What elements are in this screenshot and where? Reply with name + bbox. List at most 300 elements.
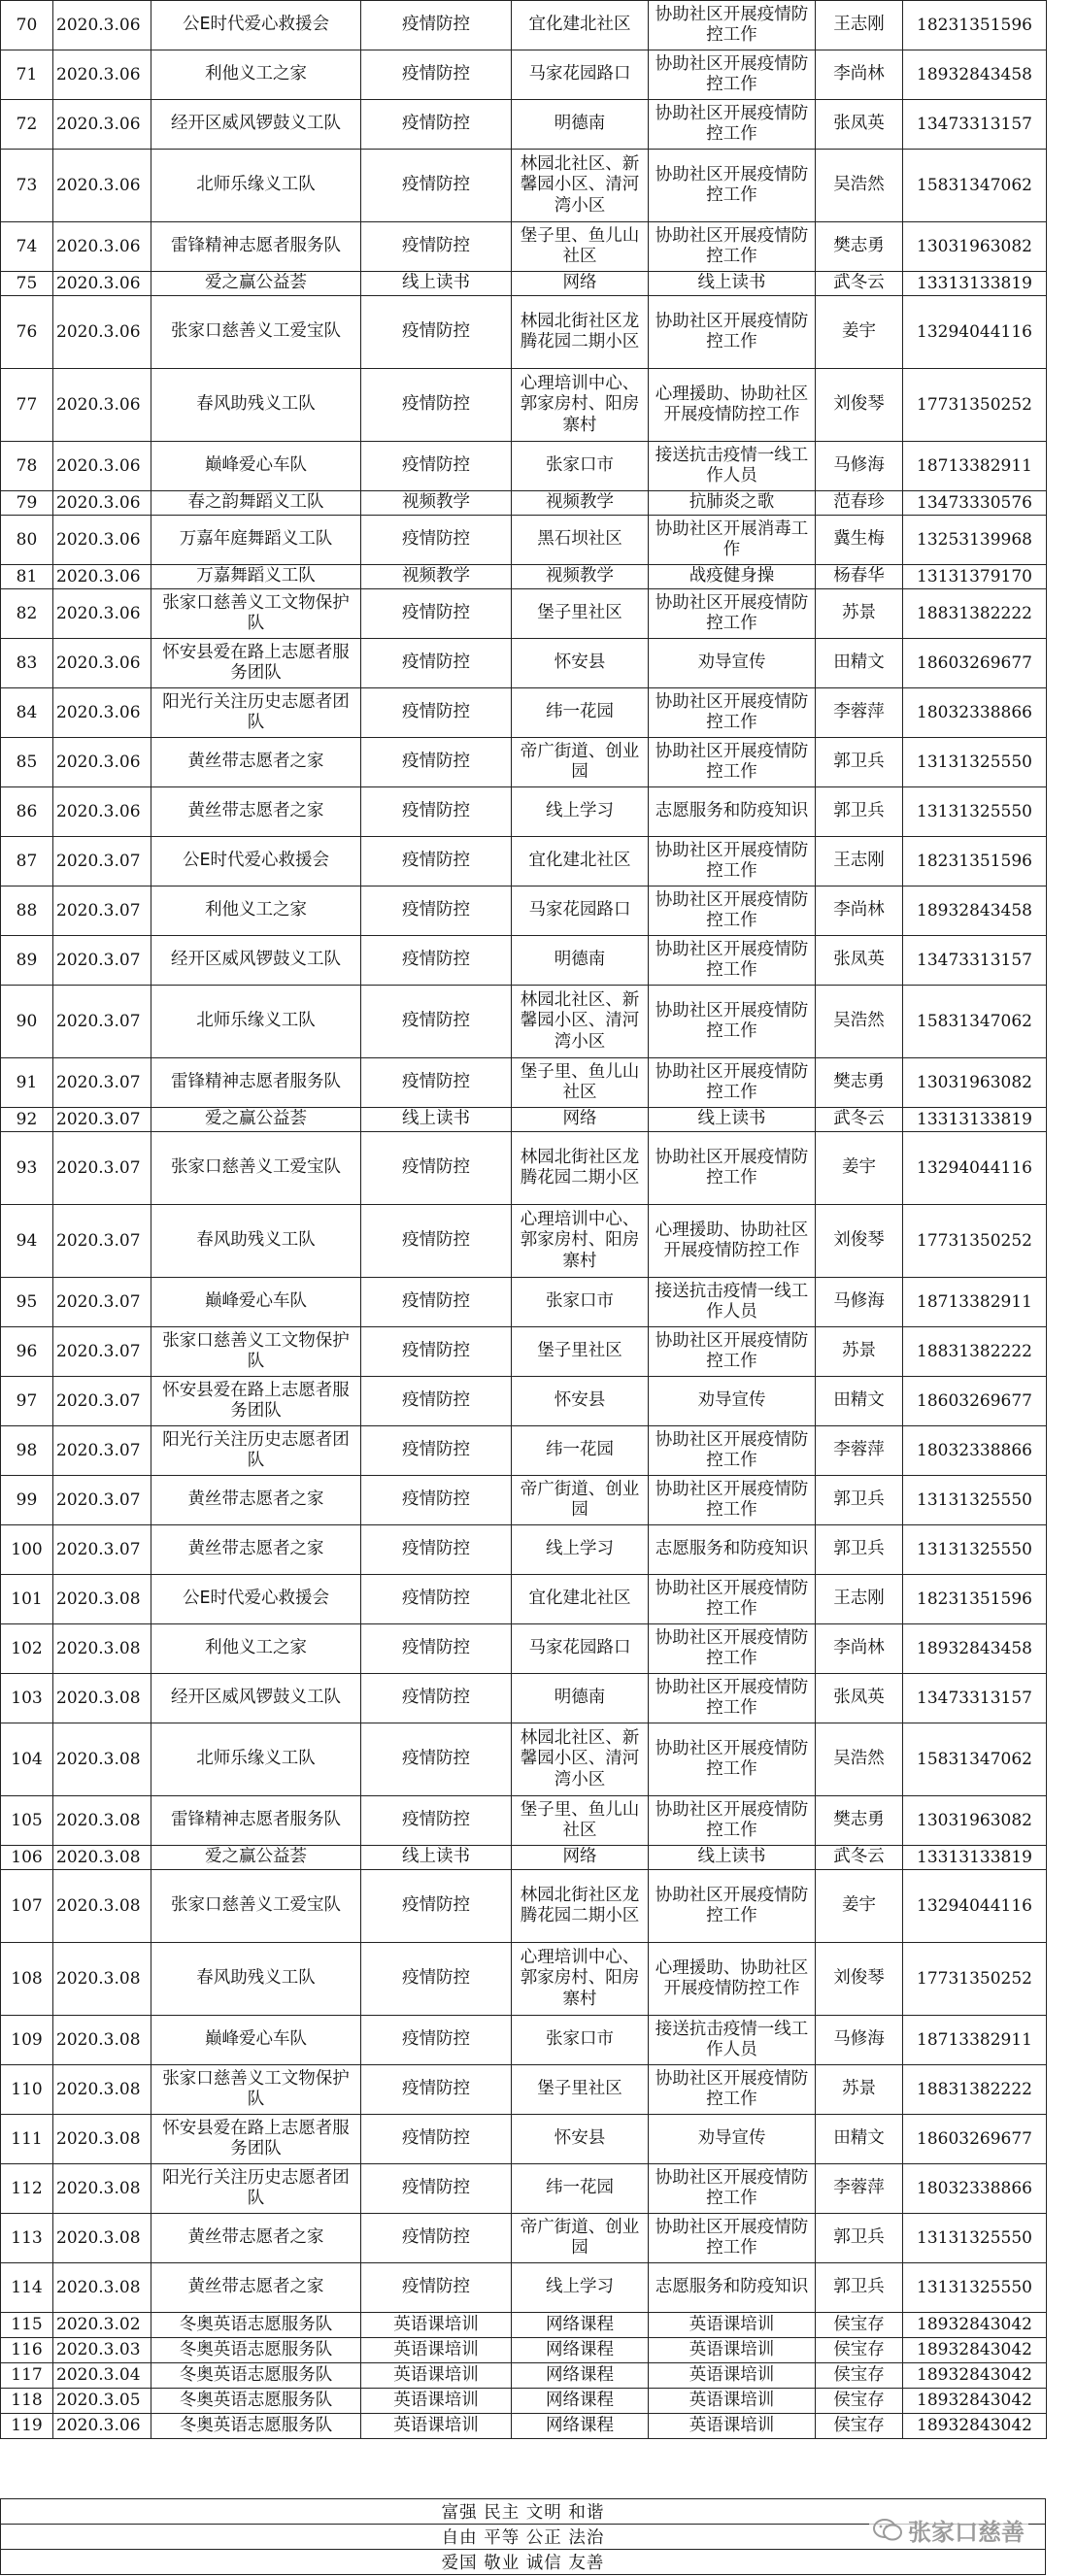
contact-person: 李尚林: [816, 50, 903, 100]
activity-type: 视频教学: [361, 565, 512, 589]
organization-name: 公E时代爱心救援会: [151, 837, 361, 887]
activity-type: 疫情防控: [361, 688, 512, 738]
activity-type: 疫情防控: [361, 1674, 512, 1723]
activity-date: 2020.3.06: [53, 738, 151, 787]
activity-content: 协助社区开展疫情防控工作: [649, 837, 816, 887]
activity-content: 劝导宣传: [649, 2115, 816, 2164]
activity-date: 2020.3.07: [53, 837, 151, 887]
row-number: 76: [1, 296, 53, 369]
organization-name: 黄丝带志愿者之家: [151, 2214, 361, 2263]
activity-location: 林园北社区、新馨园小区、清河湾小区: [512, 150, 649, 222]
activity-date: 2020.3.08: [53, 2164, 151, 2214]
organization-name: 张家口慈善义工爱宝队: [151, 1870, 361, 1943]
activity-location: 线上学习: [512, 787, 649, 837]
activity-content: 劝导宣传: [649, 639, 816, 688]
organization-name: 利他义工之家: [151, 887, 361, 936]
contact-person: 王志刚: [816, 837, 903, 887]
row-number: 91: [1, 1058, 53, 1108]
row-number: 93: [1, 1132, 53, 1205]
activity-content: 英语课培训: [649, 2363, 816, 2389]
contact-phone: 18231351596: [903, 1, 1047, 50]
contact-person: 樊志勇: [816, 222, 903, 272]
table-row: [1, 2263, 1047, 2313]
row-number: 112: [1, 2164, 53, 2214]
activity-type: 疫情防控: [361, 1870, 512, 1943]
activity-location: 怀安县: [512, 639, 649, 688]
contact-phone: 18231351596: [903, 837, 1047, 887]
activity-content: 协助社区开展疫情防控工作: [649, 1132, 816, 1205]
activity-type: 疫情防控: [361, 1943, 512, 2016]
activity-content: 接送抗击疫情一线工作人员: [649, 1278, 816, 1327]
contact-person: 李蓉萍: [816, 2164, 903, 2214]
activity-type: 疫情防控: [361, 2065, 512, 2115]
contact-phone: 13473313157: [903, 1674, 1047, 1723]
activity-date: 2020.3.08: [53, 1870, 151, 1943]
contact-phone: 13131325550: [903, 2214, 1047, 2263]
row-number: 83: [1, 639, 53, 688]
contact-person: 马修海: [816, 442, 903, 491]
activity-date: 2020.3.07: [53, 1278, 151, 1327]
row-number: 114: [1, 2263, 53, 2313]
activity-location: 林园北街社区龙腾花园二期小区: [512, 296, 649, 369]
activity-location: 宜化建北社区: [512, 837, 649, 887]
activity-content: 协助社区开展疫情防控工作: [649, 1058, 816, 1108]
contact-phone: 18032338866: [903, 1426, 1047, 1476]
table-row: [1, 1, 1047, 50]
activity-location: 堡子里、鱼儿山社区: [512, 222, 649, 272]
activity-location: 帝广街道、创业园: [512, 2214, 649, 2263]
activity-date: 2020.3.06: [53, 1, 151, 50]
activity-content: 协助社区开展疫情防控工作: [649, 2164, 816, 2214]
organization-name: 经开区威风锣鼓义工队: [151, 1674, 361, 1723]
activity-date: 2020.3.02: [53, 2313, 151, 2338]
contact-phone: 13294044116: [903, 1870, 1047, 1943]
activity-date: 2020.3.07: [53, 1132, 151, 1205]
activity-location: 堡子里社区: [512, 2065, 649, 2115]
activity-location: 黑石坝社区: [512, 516, 649, 565]
activity-location: 堡子里、鱼儿山社区: [512, 1796, 649, 1846]
activity-date: 2020.3.07: [53, 1205, 151, 1278]
contact-person: 郭卫兵: [816, 1476, 903, 1525]
organization-name: 雷锋精神志愿者服务队: [151, 1796, 361, 1846]
activity-type: 疫情防控: [361, 1327, 512, 1377]
activity-location: 林园北社区、新馨园小区、清河湾小区: [512, 986, 649, 1058]
table-row: [1, 1624, 1047, 1674]
contact-phone: 18932843042: [903, 2313, 1047, 2338]
contact-phone: 13313133819: [903, 1108, 1047, 1132]
activity-type: 疫情防控: [361, 1058, 512, 1108]
contact-person: 王志刚: [816, 1, 903, 50]
activity-content: 英语课培训: [649, 2338, 816, 2363]
contact-person: 杨春华: [816, 565, 903, 589]
organization-name: 黄丝带志愿者之家: [151, 2263, 361, 2313]
activity-content: 接送抗击疫情一线工作人员: [649, 2016, 816, 2065]
organization-name: 黄丝带志愿者之家: [151, 1525, 361, 1575]
organization-name: 经开区威风锣鼓义工队: [151, 100, 361, 150]
contact-person: 郭卫兵: [816, 787, 903, 837]
row-number: 75: [1, 272, 53, 296]
activity-date: 2020.3.06: [53, 589, 151, 639]
activity-content: 英语课培训: [649, 2414, 816, 2439]
activity-type: 疫情防控: [361, 1525, 512, 1575]
activity-location: 宜化建北社区: [512, 1575, 649, 1624]
contact-phone: 15831347062: [903, 986, 1047, 1058]
row-number: 100: [1, 1525, 53, 1575]
organization-name: 巅峰爱心车队: [151, 442, 361, 491]
contact-person: 姜宇: [816, 1132, 903, 1205]
row-number: 72: [1, 100, 53, 150]
activity-content: 协助社区开展疫情防控工作: [649, 2065, 816, 2115]
table-row: [1, 2016, 1047, 2065]
activity-date: 2020.3.04: [53, 2363, 151, 2389]
activity-date: 2020.3.06: [53, 516, 151, 565]
row-number: 79: [1, 491, 53, 516]
activity-date: 2020.3.08: [53, 1723, 151, 1796]
activity-date: 2020.3.08: [53, 1796, 151, 1846]
activity-date: 2020.3.08: [53, 2263, 151, 2313]
contact-person: 郭卫兵: [816, 1525, 903, 1575]
row-number: 111: [1, 2115, 53, 2164]
activity-content: 线上读书: [649, 1108, 816, 1132]
contact-phone: 18603269677: [903, 1377, 1047, 1426]
activity-type: 疫情防控: [361, 837, 512, 887]
activity-type: 英语课培训: [361, 2414, 512, 2439]
activity-content: 协助社区开展疫情防控工作: [649, 150, 816, 222]
activity-location: 马家花园路口: [512, 1624, 649, 1674]
activity-content: 英语课培训: [649, 2313, 816, 2338]
contact-person: 张凤英: [816, 1674, 903, 1723]
table-row: [1, 1525, 1047, 1575]
contact-person: 吴浩然: [816, 986, 903, 1058]
wechat-bubble-icon: [873, 2518, 902, 2543]
row-number: 117: [1, 2363, 53, 2389]
table-row: [1, 738, 1047, 787]
contact-person: 李蓉萍: [816, 1426, 903, 1476]
activity-content: 协助社区开展疫情防控工作: [649, 1723, 816, 1796]
contact-person: 樊志勇: [816, 1058, 903, 1108]
contact-person: 马修海: [816, 1278, 903, 1327]
contact-person: 冀生梅: [816, 516, 903, 565]
activity-type: 疫情防控: [361, 1796, 512, 1846]
activity-location: 线上学习: [512, 1525, 649, 1575]
activity-date: 2020.3.08: [53, 1575, 151, 1624]
activity-date: 2020.3.06: [53, 442, 151, 491]
activity-date: 2020.3.08: [53, 2214, 151, 2263]
contact-person: 李尚林: [816, 1624, 903, 1674]
organization-name: 巅峰爱心车队: [151, 2016, 361, 2065]
row-number: 90: [1, 986, 53, 1058]
contact-person: 樊志勇: [816, 1796, 903, 1846]
activity-type: 疫情防控: [361, 1205, 512, 1278]
contact-phone: 17731350252: [903, 1205, 1047, 1278]
contact-person: 田精文: [816, 639, 903, 688]
footer-line-3: 爱国 敬业 诚信 友善: [1, 2550, 1046, 2575]
table-row: [1, 296, 1047, 369]
table-row: [1, 50, 1047, 100]
contact-person: 田精文: [816, 2115, 903, 2164]
contact-phone: 18932843042: [903, 2414, 1047, 2439]
contact-phone: 13031963082: [903, 222, 1047, 272]
table-row: [1, 2363, 1047, 2389]
activity-content: 协助社区开展疫情防控工作: [649, 222, 816, 272]
table-row: [1, 1870, 1047, 1943]
activity-location: 怀安县: [512, 1377, 649, 1426]
activity-type: 疫情防控: [361, 1624, 512, 1674]
activity-type: 疫情防控: [361, 2115, 512, 2164]
table-row: [1, 1943, 1047, 2016]
table-row: [1, 1426, 1047, 1476]
contact-phone: 18032338866: [903, 2164, 1047, 2214]
activity-type: 线上读书: [361, 272, 512, 296]
activity-date: 2020.3.08: [53, 2016, 151, 2065]
contact-person: 马修海: [816, 2016, 903, 2065]
table-row: [1, 442, 1047, 491]
contact-phone: 18932843042: [903, 2338, 1047, 2363]
row-number: 115: [1, 2313, 53, 2338]
contact-phone: 13294044116: [903, 1132, 1047, 1205]
activity-date: 2020.3.08: [53, 1846, 151, 1870]
table-row: [1, 1108, 1047, 1132]
table-row: [1, 2414, 1047, 2439]
table-row: [1, 2115, 1047, 2164]
organization-name: 冬奥英语志愿服务队: [151, 2363, 361, 2389]
activity-location: 明德南: [512, 100, 649, 150]
contact-phone: 13473313157: [903, 100, 1047, 150]
activity-content: 协助社区开展疫情防控工作: [649, 1624, 816, 1674]
organization-name: 怀安县爱在路上志愿者服务团队: [151, 1377, 361, 1426]
table-row: [1, 2338, 1047, 2363]
activity-type: 疫情防控: [361, 442, 512, 491]
table-row: [1, 887, 1047, 936]
activity-date: 2020.3.06: [53, 787, 151, 837]
activity-location: 网络: [512, 1846, 649, 1870]
activity-type: 疫情防控: [361, 1278, 512, 1327]
activity-content: 心理援助、协助社区开展疫情防控工作: [649, 1205, 816, 1278]
activity-type: 疫情防控: [361, 296, 512, 369]
table-row: [1, 2164, 1047, 2214]
activity-location: 纬一花园: [512, 688, 649, 738]
contact-phone: 13294044116: [903, 296, 1047, 369]
contact-phone: 13031963082: [903, 1058, 1047, 1108]
activity-date: 2020.3.05: [53, 2389, 151, 2414]
contact-person: 武冬云: [816, 1846, 903, 1870]
contact-phone: 18603269677: [903, 2115, 1047, 2164]
table-row: [1, 1674, 1047, 1723]
activity-location: 明德南: [512, 1674, 649, 1723]
contact-person: 范春珍: [816, 491, 903, 516]
organization-name: 冬奥英语志愿服务队: [151, 2414, 361, 2439]
activity-date: 2020.3.07: [53, 1058, 151, 1108]
activity-date: 2020.3.08: [53, 1943, 151, 2016]
activity-date: 2020.3.06: [53, 565, 151, 589]
activity-date: 2020.3.06: [53, 688, 151, 738]
contact-phone: 18831382222: [903, 589, 1047, 639]
activity-content: 协助社区开展疫情防控工作: [649, 936, 816, 986]
activity-date: 2020.3.06: [53, 2414, 151, 2439]
activity-location: 心理培训中心、郭家房村、阳房寨村: [512, 1205, 649, 1278]
activity-type: 疫情防控: [361, 1, 512, 50]
activity-date: 2020.3.06: [53, 100, 151, 150]
table-row: [1, 369, 1047, 442]
table-row: [1, 1377, 1047, 1426]
activity-location: 堡子里社区: [512, 589, 649, 639]
row-number: 92: [1, 1108, 53, 1132]
table-row: [1, 2389, 1047, 2414]
activity-location: 帝广街道、创业园: [512, 738, 649, 787]
table-row: [1, 1476, 1047, 1525]
organization-name: 雷锋精神志愿者服务队: [151, 222, 361, 272]
activity-date: 2020.3.08: [53, 1624, 151, 1674]
activity-content: 协助社区开展疫情防控工作: [649, 738, 816, 787]
table-row: [1, 100, 1047, 150]
row-number: 101: [1, 1575, 53, 1624]
row-number: 88: [1, 887, 53, 936]
contact-phone: 18831382222: [903, 1327, 1047, 1377]
table-row: [1, 150, 1047, 222]
row-number: 80: [1, 516, 53, 565]
activity-content: 心理援助、协助社区开展疫情防控工作: [649, 1943, 816, 2016]
contact-phone: 13131325550: [903, 787, 1047, 837]
organization-name: 张家口慈善义工爱宝队: [151, 296, 361, 369]
table-row: [1, 639, 1047, 688]
activity-location: 林园北街社区龙腾花园二期小区: [512, 1132, 649, 1205]
contact-phone: 18713382911: [903, 1278, 1047, 1327]
activity-type: 疫情防控: [361, 2164, 512, 2214]
table-row: [1, 1846, 1047, 1870]
organization-name: 冬奥英语志愿服务队: [151, 2338, 361, 2363]
activity-content: 协助社区开展疫情防控工作: [649, 1, 816, 50]
activity-type: 英语课培训: [361, 2338, 512, 2363]
row-number: 99: [1, 1476, 53, 1525]
activity-location: 帝广街道、创业园: [512, 1476, 649, 1525]
contact-phone: 13131379170: [903, 565, 1047, 589]
organization-name: 春之韵舞蹈义工队: [151, 491, 361, 516]
activity-content: 劝导宣传: [649, 1377, 816, 1426]
organization-name: 怀安县爱在路上志愿者服务团队: [151, 2115, 361, 2164]
activity-type: 疫情防控: [361, 222, 512, 272]
organization-name: 春风助残义工队: [151, 1205, 361, 1278]
activity-location: 马家花园路口: [512, 50, 649, 100]
activity-content: 协助社区开展疫情防控工作: [649, 1796, 816, 1846]
row-number: 71: [1, 50, 53, 100]
activity-date: 2020.3.08: [53, 1674, 151, 1723]
activity-date: 2020.3.07: [53, 1108, 151, 1132]
activity-location: 怀安县: [512, 2115, 649, 2164]
contact-phone: 17731350252: [903, 369, 1047, 442]
contact-person: 田精文: [816, 1377, 903, 1426]
contact-person: 武冬云: [816, 272, 903, 296]
organization-name: 阳光行关注历史志愿者团队: [151, 1426, 361, 1476]
activity-location: 林园北社区、新馨园小区、清河湾小区: [512, 1723, 649, 1796]
activity-type: 线上读书: [361, 1108, 512, 1132]
activity-type: 疫情防控: [361, 1426, 512, 1476]
activity-type: 疫情防控: [361, 986, 512, 1058]
table-row: [1, 1327, 1047, 1377]
contact-phone: 13131325550: [903, 738, 1047, 787]
contact-phone: 15831347062: [903, 150, 1047, 222]
activity-type: 线上读书: [361, 1846, 512, 1870]
row-number: 78: [1, 442, 53, 491]
activity-content: 协助社区开展疫情防控工作: [649, 1327, 816, 1377]
contact-phone: 13313133819: [903, 272, 1047, 296]
row-number: 85: [1, 738, 53, 787]
activity-type: 疫情防控: [361, 936, 512, 986]
activity-date: 2020.3.06: [53, 296, 151, 369]
activity-content: 线上读书: [649, 1846, 816, 1870]
activity-content: 协助社区开展疫情防控工作: [649, 1426, 816, 1476]
organization-name: 春风助残义工队: [151, 1943, 361, 2016]
contact-phone: 17731350252: [903, 1943, 1047, 2016]
organization-name: 利他义工之家: [151, 1624, 361, 1674]
table-row: [1, 688, 1047, 738]
activity-type: 疫情防控: [361, 787, 512, 837]
organization-name: 张家口慈善义工文物保护队: [151, 2065, 361, 2115]
activity-type: 疫情防控: [361, 2214, 512, 2263]
activity-date: 2020.3.07: [53, 1426, 151, 1476]
activity-location: 线上学习: [512, 2263, 649, 2313]
activity-location: 视频教学: [512, 491, 649, 516]
activity-type: 疫情防控: [361, 2263, 512, 2313]
activity-content: 协助社区开展疫情防控工作: [649, 887, 816, 936]
row-number: 70: [1, 1, 53, 50]
contact-phone: 18932843458: [903, 50, 1047, 100]
contact-person: 刘俊琴: [816, 1205, 903, 1278]
activity-date: 2020.3.06: [53, 150, 151, 222]
activity-date: 2020.3.07: [53, 1377, 151, 1426]
organization-name: 雷锋精神志愿者服务队: [151, 1058, 361, 1108]
activity-location: 纬一花园: [512, 1426, 649, 1476]
activity-type: 英语课培训: [361, 2389, 512, 2414]
activity-type: 疫情防控: [361, 1377, 512, 1426]
row-number: 84: [1, 688, 53, 738]
organization-name: 春风助残义工队: [151, 369, 361, 442]
contact-person: 刘俊琴: [816, 1943, 903, 2016]
activity-location: 张家口市: [512, 1278, 649, 1327]
row-number: 104: [1, 1723, 53, 1796]
activity-date: 2020.3.07: [53, 1327, 151, 1377]
row-number: 96: [1, 1327, 53, 1377]
contact-phone: 15831347062: [903, 1723, 1047, 1796]
activity-content: 志愿服务和防疫知识: [649, 787, 816, 837]
activity-location: 林园北街社区龙腾花园二期小区: [512, 1870, 649, 1943]
activity-content: 志愿服务和防疫知识: [649, 1525, 816, 1575]
row-number: 116: [1, 2338, 53, 2363]
activity-content: 协助社区开展疫情防控工作: [649, 986, 816, 1058]
table-row: [1, 516, 1047, 565]
organization-name: 张家口慈善义工文物保护队: [151, 589, 361, 639]
activity-date: 2020.3.07: [53, 986, 151, 1058]
row-number: 86: [1, 787, 53, 837]
activity-location: 堡子里社区: [512, 1327, 649, 1377]
activity-content: 战疫健身操: [649, 565, 816, 589]
contact-phone: 13313133819: [903, 1846, 1047, 1870]
activity-type: 疫情防控: [361, 369, 512, 442]
table-row: [1, 2313, 1047, 2338]
activity-content: 协助社区开展疫情防控工作: [649, 589, 816, 639]
contact-person: 张凤英: [816, 100, 903, 150]
contact-phone: 18932843042: [903, 2363, 1047, 2389]
activity-content: 协助社区开展疫情防控工作: [649, 100, 816, 150]
row-number: 87: [1, 837, 53, 887]
contact-person: 侯宝存: [816, 2313, 903, 2338]
row-number: 89: [1, 936, 53, 986]
row-number: 113: [1, 2214, 53, 2263]
activity-location: 网络课程: [512, 2389, 649, 2414]
table-row: [1, 589, 1047, 639]
activity-type: 疫情防控: [361, 738, 512, 787]
contact-person: 姜宇: [816, 1870, 903, 1943]
organization-name: 阳光行关注历史志愿者团队: [151, 2164, 361, 2214]
